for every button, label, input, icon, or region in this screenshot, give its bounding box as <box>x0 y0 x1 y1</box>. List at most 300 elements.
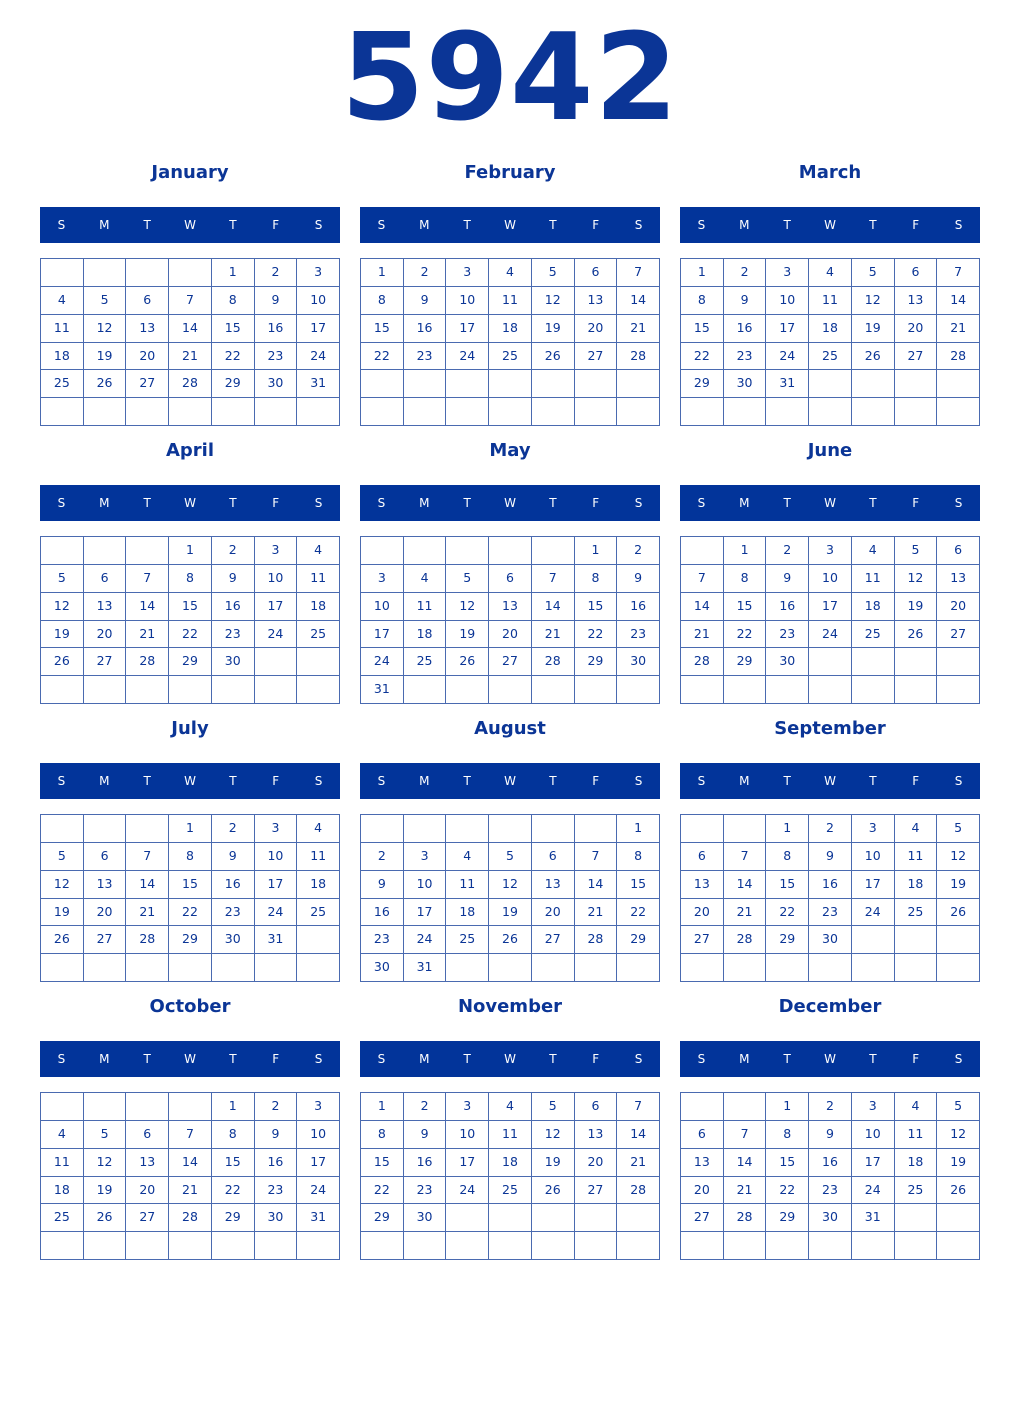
weekday-label: W <box>184 218 196 232</box>
day-cell: 6 <box>575 1093 618 1121</box>
weekday-label: T <box>463 1052 471 1066</box>
weekday-label: S <box>634 218 643 232</box>
weekday-label: M <box>419 774 430 788</box>
day-cell: 13 <box>84 871 127 899</box>
day-cell: 1 <box>766 815 809 843</box>
day-cell: 28 <box>575 926 618 954</box>
empty-cell <box>41 1093 84 1121</box>
weekday-label: M <box>419 1052 430 1066</box>
day-cell: 5 <box>446 565 489 593</box>
day-cell: 8 <box>766 1121 809 1149</box>
day-cell: 12 <box>489 871 532 899</box>
weekday-label: T <box>549 218 557 232</box>
day-cell: 12 <box>532 1121 575 1149</box>
weekday-label: W <box>504 774 516 788</box>
day-cell: 13 <box>575 287 618 315</box>
weekday-label: S <box>314 496 323 510</box>
empty-cell <box>361 1232 404 1260</box>
weekday-label: T <box>463 774 471 788</box>
day-cell: 24 <box>255 899 298 927</box>
day-cell: 11 <box>41 1149 84 1177</box>
empty-cell <box>404 1232 447 1260</box>
empty-cell <box>766 398 809 426</box>
day-cell: 23 <box>766 621 809 649</box>
day-cell: 17 <box>766 315 809 343</box>
day-cell: 19 <box>532 1149 575 1177</box>
day-cell: 9 <box>766 565 809 593</box>
day-cell: 25 <box>809 343 852 371</box>
empty-cell <box>724 815 767 843</box>
empty-cell <box>532 537 575 565</box>
empty-cell <box>169 1232 212 1260</box>
weekday-label: F <box>592 496 600 510</box>
day-cell: 4 <box>41 287 84 315</box>
weekday-label: T <box>783 218 791 232</box>
empty-cell <box>937 648 980 676</box>
day-cell: 14 <box>937 287 980 315</box>
day-cell: 12 <box>937 1121 980 1149</box>
empty-cell <box>852 1232 895 1260</box>
day-cell: 8 <box>212 1121 255 1149</box>
day-cell: 17 <box>446 1149 489 1177</box>
day-cell: 15 <box>724 593 767 621</box>
day-cell: 18 <box>489 315 532 343</box>
day-cell: 6 <box>126 1121 169 1149</box>
day-cell: 2 <box>809 815 852 843</box>
empty-cell <box>84 954 127 982</box>
day-cell: 25 <box>41 1204 84 1232</box>
day-cell: 3 <box>852 1093 895 1121</box>
day-cell: 24 <box>255 621 298 649</box>
day-cell: 1 <box>681 259 724 287</box>
weekday-label: S <box>314 1052 323 1066</box>
day-cell: 16 <box>255 1149 298 1177</box>
day-cell: 23 <box>809 899 852 927</box>
day-cell: 29 <box>681 370 724 398</box>
weekday-label: M <box>99 774 110 788</box>
day-cell: 18 <box>809 315 852 343</box>
day-cell: 4 <box>41 1121 84 1149</box>
day-cell: 16 <box>212 593 255 621</box>
empty-cell <box>212 954 255 982</box>
day-cell: 5 <box>84 287 127 315</box>
day-cell: 27 <box>532 926 575 954</box>
day-cell: 7 <box>126 843 169 871</box>
day-cell: 23 <box>212 621 255 649</box>
empty-cell <box>489 398 532 426</box>
empty-cell <box>126 398 169 426</box>
day-cell: 10 <box>404 871 447 899</box>
empty-cell <box>809 676 852 704</box>
day-cell: 27 <box>681 1204 724 1232</box>
weekday-header <box>360 207 660 243</box>
weekday-label: M <box>739 1052 750 1066</box>
empty-cell <box>724 398 767 426</box>
day-cell: 17 <box>446 315 489 343</box>
day-cell: 31 <box>255 926 298 954</box>
empty-cell <box>852 398 895 426</box>
empty-cell <box>84 398 127 426</box>
day-cell: 30 <box>766 648 809 676</box>
day-cell: 21 <box>617 1149 660 1177</box>
weekday-label: W <box>504 496 516 510</box>
day-cell: 26 <box>895 621 938 649</box>
day-cell: 5 <box>937 1093 980 1121</box>
empty-cell <box>169 1093 212 1121</box>
day-cell: 5 <box>41 843 84 871</box>
month-name: March <box>798 162 862 183</box>
day-cell: 4 <box>404 565 447 593</box>
day-cell: 22 <box>361 343 404 371</box>
day-cell: 26 <box>532 343 575 371</box>
empty-cell <box>404 815 447 843</box>
day-cell: 7 <box>937 259 980 287</box>
day-cell: 24 <box>446 1177 489 1205</box>
day-cell: 7 <box>724 843 767 871</box>
empty-cell <box>937 1232 980 1260</box>
day-cell: 7 <box>617 259 660 287</box>
day-cell: 25 <box>446 926 489 954</box>
empty-cell <box>489 370 532 398</box>
day-cell: 28 <box>937 343 980 371</box>
empty-cell <box>297 1232 340 1260</box>
empty-cell <box>937 1204 980 1232</box>
day-cell: 14 <box>681 593 724 621</box>
day-cell: 17 <box>852 1149 895 1177</box>
empty-cell <box>212 1232 255 1260</box>
empty-cell <box>404 370 447 398</box>
day-cell: 4 <box>489 1093 532 1121</box>
empty-cell <box>41 676 84 704</box>
day-cell: 1 <box>617 815 660 843</box>
empty-cell <box>937 954 980 982</box>
day-cell: 27 <box>895 343 938 371</box>
day-cell: 18 <box>895 871 938 899</box>
empty-cell <box>724 676 767 704</box>
day-cell: 17 <box>255 593 298 621</box>
day-cell: 21 <box>169 343 212 371</box>
month-name: July <box>171 718 209 739</box>
weekday-label: T <box>143 496 151 510</box>
day-cell: 19 <box>895 593 938 621</box>
empty-cell <box>169 676 212 704</box>
day-cell: 22 <box>681 343 724 371</box>
empty-cell <box>446 954 489 982</box>
day-cell: 12 <box>84 315 127 343</box>
day-cell: 16 <box>404 1149 447 1177</box>
day-cell: 16 <box>404 315 447 343</box>
day-cell: 31 <box>766 370 809 398</box>
day-cell: 16 <box>809 1149 852 1177</box>
day-cell: 5 <box>895 537 938 565</box>
day-cell: 26 <box>852 343 895 371</box>
day-cell: 20 <box>489 621 532 649</box>
day-cell: 2 <box>766 537 809 565</box>
weekday-label: F <box>272 1052 280 1066</box>
day-cell: 9 <box>361 871 404 899</box>
day-cell: 29 <box>169 926 212 954</box>
weekday-label: S <box>377 774 386 788</box>
empty-cell <box>532 676 575 704</box>
day-cell: 16 <box>361 899 404 927</box>
empty-cell <box>852 676 895 704</box>
empty-cell <box>575 954 618 982</box>
day-cell: 8 <box>617 843 660 871</box>
day-cell: 13 <box>895 287 938 315</box>
day-cell: 23 <box>361 926 404 954</box>
empty-cell <box>446 537 489 565</box>
day-cell: 26 <box>489 926 532 954</box>
weekday-label: T <box>783 774 791 788</box>
day-cell: 24 <box>852 1177 895 1205</box>
day-cell: 14 <box>126 593 169 621</box>
day-cell: 5 <box>852 259 895 287</box>
empty-cell <box>404 398 447 426</box>
empty-cell <box>489 1232 532 1260</box>
day-cell: 16 <box>766 593 809 621</box>
day-cell: 27 <box>126 1204 169 1232</box>
day-cell: 17 <box>809 593 852 621</box>
weekday-label: T <box>463 496 471 510</box>
day-cell: 11 <box>489 1121 532 1149</box>
day-cell: 30 <box>617 648 660 676</box>
day-cell: 19 <box>41 621 84 649</box>
month-name: September <box>774 718 886 739</box>
empty-cell <box>809 954 852 982</box>
day-cell: 3 <box>255 537 298 565</box>
empty-cell <box>489 537 532 565</box>
empty-cell <box>532 370 575 398</box>
empty-cell <box>617 954 660 982</box>
empty-cell <box>809 398 852 426</box>
day-cell: 17 <box>852 871 895 899</box>
day-cell: 23 <box>724 343 767 371</box>
day-cell: 2 <box>212 815 255 843</box>
day-cell: 26 <box>41 648 84 676</box>
weekday-label: S <box>697 218 706 232</box>
day-cell: 25 <box>852 621 895 649</box>
day-cell: 4 <box>895 815 938 843</box>
day-cell: 27 <box>575 1177 618 1205</box>
day-cell: 28 <box>617 1177 660 1205</box>
weekday-label: T <box>783 496 791 510</box>
day-cell: 28 <box>724 926 767 954</box>
day-cell: 12 <box>532 287 575 315</box>
day-grid <box>680 536 980 704</box>
weekday-label: T <box>229 1052 237 1066</box>
weekday-label: F <box>912 1052 920 1066</box>
day-cell: 20 <box>126 343 169 371</box>
day-cell: 17 <box>297 315 340 343</box>
day-cell: 9 <box>809 843 852 871</box>
day-cell: 20 <box>681 1177 724 1205</box>
day-cell: 7 <box>126 565 169 593</box>
day-cell: 23 <box>255 1177 298 1205</box>
month-name: February <box>464 162 556 183</box>
day-cell: 28 <box>724 1204 767 1232</box>
day-cell: 25 <box>41 370 84 398</box>
day-cell: 19 <box>489 899 532 927</box>
empty-cell <box>361 815 404 843</box>
empty-cell <box>532 1204 575 1232</box>
day-cell: 8 <box>724 565 767 593</box>
empty-cell <box>617 398 660 426</box>
day-cell: 7 <box>169 1121 212 1149</box>
day-cell: 30 <box>809 926 852 954</box>
weekday-label: F <box>592 218 600 232</box>
day-cell: 29 <box>617 926 660 954</box>
day-cell: 8 <box>361 1121 404 1149</box>
empty-cell <box>895 954 938 982</box>
day-cell: 7 <box>681 565 724 593</box>
day-cell: 27 <box>84 648 127 676</box>
day-cell: 23 <box>404 343 447 371</box>
empty-cell <box>297 954 340 982</box>
day-cell: 28 <box>169 370 212 398</box>
empty-cell <box>852 926 895 954</box>
day-cell: 19 <box>852 315 895 343</box>
day-cell: 2 <box>617 537 660 565</box>
day-cell: 6 <box>84 843 127 871</box>
empty-cell <box>84 676 127 704</box>
day-cell: 20 <box>575 1149 618 1177</box>
day-cell: 31 <box>404 954 447 982</box>
day-cell: 6 <box>575 259 618 287</box>
day-cell: 12 <box>895 565 938 593</box>
weekday-label: S <box>954 496 963 510</box>
empty-cell <box>809 1232 852 1260</box>
empty-cell <box>84 1093 127 1121</box>
weekday-label: T <box>549 496 557 510</box>
weekday-header <box>680 1041 980 1077</box>
day-cell: 6 <box>895 259 938 287</box>
day-cell: 15 <box>766 871 809 899</box>
day-cell: 11 <box>404 593 447 621</box>
empty-cell <box>895 1232 938 1260</box>
day-cell: 29 <box>575 648 618 676</box>
weekday-label: S <box>634 1052 643 1066</box>
day-cell: 9 <box>617 565 660 593</box>
weekday-label: T <box>869 496 877 510</box>
day-cell: 26 <box>446 648 489 676</box>
day-cell: 29 <box>766 926 809 954</box>
empty-cell <box>766 954 809 982</box>
empty-cell <box>895 398 938 426</box>
day-cell: 8 <box>212 287 255 315</box>
day-cell: 1 <box>361 259 404 287</box>
month-name: June <box>807 440 853 461</box>
weekday-label: S <box>377 218 386 232</box>
day-cell: 14 <box>169 315 212 343</box>
day-cell: 28 <box>126 648 169 676</box>
day-cell: 22 <box>361 1177 404 1205</box>
day-cell: 15 <box>575 593 618 621</box>
day-cell: 3 <box>361 565 404 593</box>
day-cell: 12 <box>937 843 980 871</box>
weekday-label: S <box>314 774 323 788</box>
day-cell: 26 <box>937 1177 980 1205</box>
day-cell: 19 <box>937 1149 980 1177</box>
day-cell: 22 <box>212 343 255 371</box>
day-cell: 26 <box>84 370 127 398</box>
day-grid <box>360 258 660 426</box>
empty-cell <box>84 537 127 565</box>
day-cell: 21 <box>937 315 980 343</box>
day-cell: 13 <box>937 565 980 593</box>
day-cell: 19 <box>446 621 489 649</box>
day-cell: 3 <box>297 259 340 287</box>
day-cell: 10 <box>255 843 298 871</box>
empty-cell <box>255 1232 298 1260</box>
day-cell: 30 <box>404 1204 447 1232</box>
day-cell: 11 <box>297 565 340 593</box>
weekday-label: T <box>143 218 151 232</box>
weekday-label: W <box>824 218 836 232</box>
day-cell: 24 <box>766 343 809 371</box>
day-cell: 8 <box>766 843 809 871</box>
weekday-label: T <box>869 1052 877 1066</box>
empty-cell <box>532 954 575 982</box>
empty-cell <box>681 954 724 982</box>
empty-cell <box>169 398 212 426</box>
day-cell: 10 <box>766 287 809 315</box>
day-cell: 18 <box>446 899 489 927</box>
empty-cell <box>852 954 895 982</box>
day-cell: 14 <box>575 871 618 899</box>
empty-cell <box>575 370 618 398</box>
weekday-label: T <box>229 218 237 232</box>
day-cell: 22 <box>575 621 618 649</box>
weekday-label: S <box>314 218 323 232</box>
empty-cell <box>724 954 767 982</box>
empty-cell <box>84 1232 127 1260</box>
day-cell: 8 <box>361 287 404 315</box>
day-cell: 18 <box>41 343 84 371</box>
weekday-label: S <box>57 1052 66 1066</box>
day-cell: 10 <box>852 1121 895 1149</box>
day-cell: 23 <box>617 621 660 649</box>
empty-cell <box>126 815 169 843</box>
day-cell: 6 <box>532 843 575 871</box>
day-cell: 9 <box>404 1121 447 1149</box>
day-cell: 18 <box>404 621 447 649</box>
empty-cell <box>937 676 980 704</box>
weekday-label: S <box>634 774 643 788</box>
day-cell: 30 <box>255 370 298 398</box>
weekday-label: T <box>143 1052 151 1066</box>
weekday-label: W <box>504 1052 516 1066</box>
weekday-label: S <box>954 218 963 232</box>
day-cell: 1 <box>169 815 212 843</box>
empty-cell <box>617 370 660 398</box>
day-cell: 9 <box>212 565 255 593</box>
weekday-label: S <box>954 1052 963 1066</box>
day-cell: 25 <box>895 1177 938 1205</box>
empty-cell <box>255 676 298 704</box>
day-cell: 21 <box>617 315 660 343</box>
day-cell: 22 <box>766 1177 809 1205</box>
day-cell: 10 <box>852 843 895 871</box>
empty-cell <box>169 954 212 982</box>
weekday-header <box>360 1041 660 1077</box>
empty-cell <box>126 1232 169 1260</box>
day-cell: 11 <box>895 1121 938 1149</box>
day-cell: 6 <box>681 843 724 871</box>
day-cell: 9 <box>404 287 447 315</box>
weekday-label: S <box>634 496 643 510</box>
day-cell: 15 <box>361 315 404 343</box>
empty-cell <box>297 676 340 704</box>
